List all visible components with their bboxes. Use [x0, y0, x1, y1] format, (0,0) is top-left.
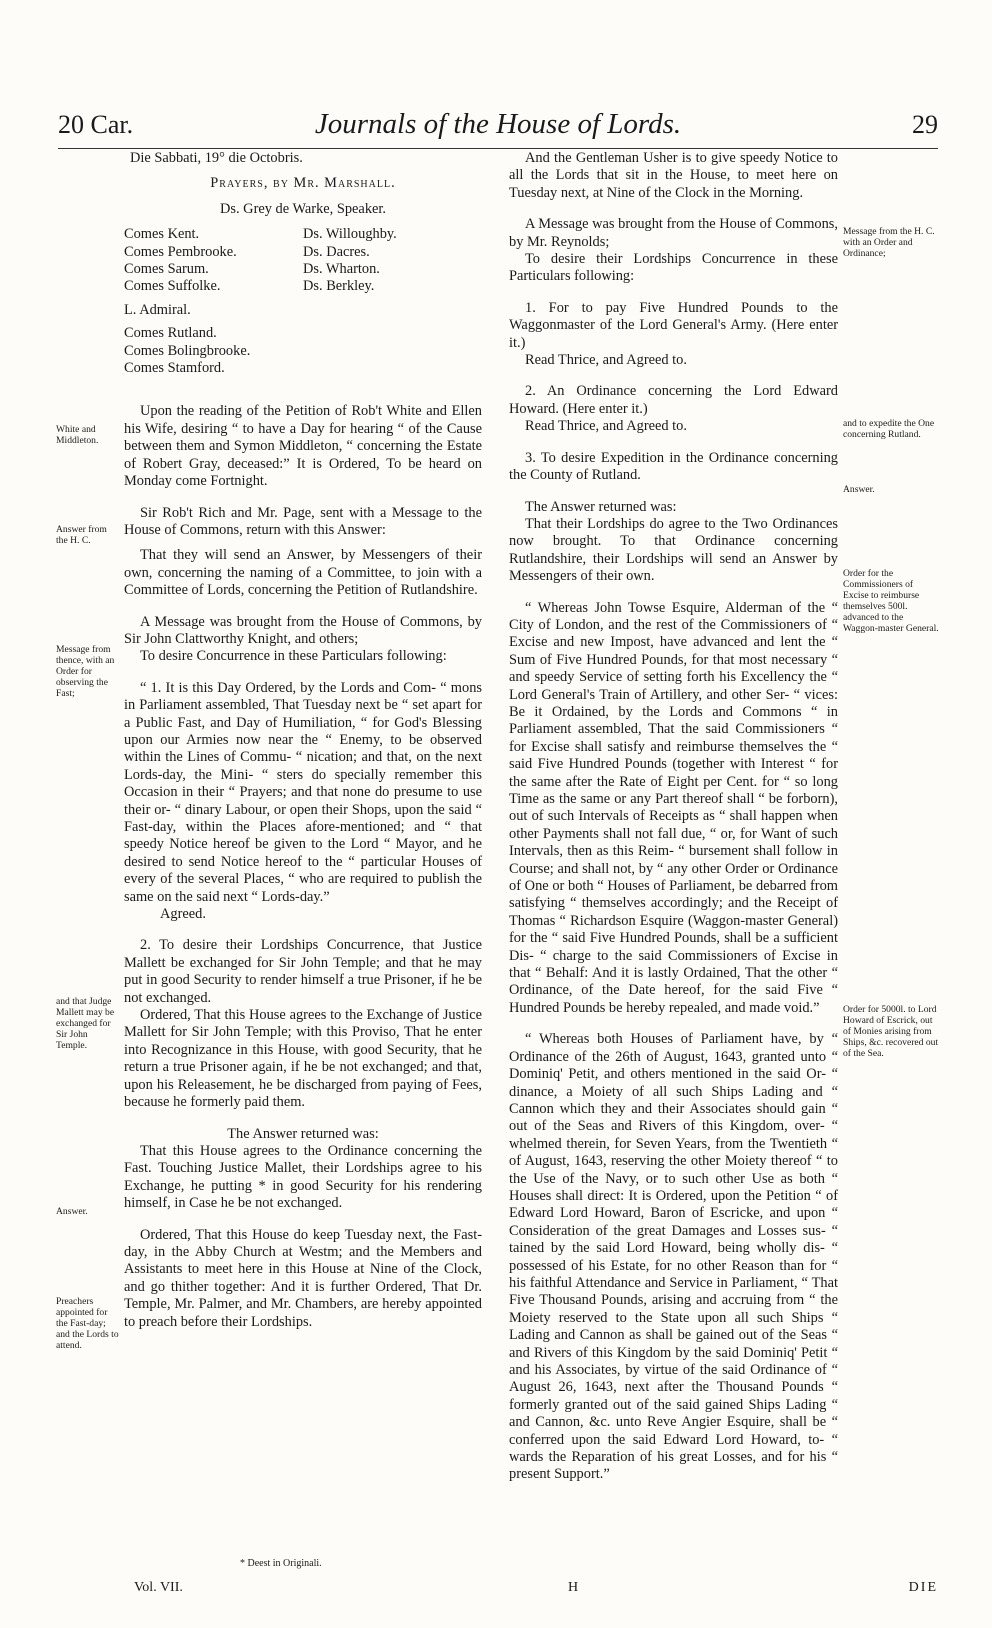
side-note-message-hc: Message from the H. C. with an Order and Ordinance; [843, 226, 935, 259]
attendance-barons [303, 226, 482, 377]
header-rule [58, 148, 938, 149]
attendee: Ds. Dacres. [303, 243, 370, 260]
right-column [509, 150, 838, 1484]
attendee: Comes Rutland. [124, 325, 217, 342]
paragraph-message-reynolds: A Message was brought from the House of Commons, by Mr. Reynolds; [509, 216, 838, 250]
attendance-list [124, 226, 482, 377]
answer-returned-heading: The Answer returned was: [227, 1125, 379, 1142]
paragraph-ordered-mallett: Ordered, That this House agrees to the Exchange of Justice Mallett for Sir John Temple; with this Proviso, That he enter into Recognizance in this House, with good Security, that he return a true Prisoner again, if he be not exchanged; and that, upon his Releasement, he be discharged from paying of Fees, because he formerly paid them. [124, 1007, 482, 1111]
paragraph-message-commons: A Message was brought from the House of Commons, by Sir John Clattworthy Knight, and others; [124, 613, 482, 647]
session-date: Die Sabbati, 19° die Octobris. [130, 150, 303, 166]
side-note-answer-right: Answer. [843, 484, 875, 495]
side-note-white: White and Middleton. [56, 424, 99, 446]
attendee: Comes Sarum. [124, 261, 209, 278]
paragraph-mallett-exchange: 2. To desire their Lordships Concurrence, that Justice Mallett be exchanged for Sir John Temple; and that he may put in good Security to render himself a true Prisoner, if he be not exchanged. [124, 937, 482, 1006]
attendee: L. Admiral. [124, 301, 191, 318]
header-title: Journals of the House of Lords. [314, 108, 682, 140]
paragraph-answer-fast: That this House agrees to the Ordinance concerning the Fast. Touching Justice Mallet, their Lordships agree to his Exchange, he putting * in good Security for his rendering himself, in Case he be not exchanged. [124, 1142, 482, 1212]
read-agreed-1: Read Thrice, and Agreed to. [525, 352, 687, 369]
volume-label: Vol. VII. [134, 1580, 183, 1595]
attendee: Comes Bolingbrooke. [124, 342, 251, 359]
paragraph-lordships-answer: That their Lordships do agree to the Two Ordinances now brought. To that Ordinance concerning Rutlandshire, their Lordships will send an Answer by Messengers of their own. [509, 515, 838, 585]
ordinance-towse: “ Whereas John Towse Esquire, Alderman of the “ City of London, and the rest of the Commissioners of “ Excise and new Impost, have advanced and lent the “ Sum of Five Hundred Pounds, for that most necessary “ and speedy Service of setting forth his Excellency the “ Lord General's Train of Artillery, and other Ser- “ vices: Be it Ordained, by the Lords and Commons “ in Parliament assembled, That the said Commissioners “ for Excise shall satisfy and reimburse themselves the “ said Five Hundred Pounds (together with Interest “ for the same after the Rate of Eight per Cent. for “ so long Time as the same or any Part thereof shall “ be forborn), out of such Intervals of Receipts as “ shall happen when other Payments shall not fall due, “ or, for Want of such Intervals, then as this Reim- “ bursement shall follow in Course; and shall not, by “ any other Order or Ordinance of One or both “ Houses of Parliament, be debarred from satisfying “ themselves accordingly; and the Receipt of Thomas “ Richardson Esquire (Waggon-master General) for the “ said Five Hundred Pounds, shall be a sufficient Dis- “ charge to the said Commissioners of Excise in that “ Behalf: And it is lastly Ordained, That the other “ Ordinance, of the Date hereof, for the said Five “ Hundred Pounds be hereby repealed, and made void.” [509, 599, 838, 1016]
side-note-message-fast: Message from thence, with an Order for observing the Fast; [56, 644, 115, 699]
read-agreed-2: Read Thrice, and Agreed to. [525, 418, 687, 435]
item-howard: 2. An Ordinance concerning the Lord Edward Howard. (Here enter it.) [509, 383, 838, 417]
attendee: Comes Suffolke. [124, 278, 221, 295]
left-column [124, 150, 482, 1331]
side-note-preachers: Preachers appointed for the Fast-day; and the Lords to attend. [56, 1296, 119, 1351]
paragraph-desire-particulars: To desire their Lordships Concurrence in these Particulars following: [509, 251, 838, 285]
attendee: Comes Stamford. [124, 360, 225, 377]
speaker-line: Ds. Grey de Warke, Speaker. [219, 200, 386, 217]
side-note-howard: Order for 5000l. to Lord Howard of Escrick, out of Monies arising from Ships, &c. recovered out of the Sea. [843, 1004, 939, 1059]
item-waggonmaster: 1. For to pay Five Hundred Pounds to the Waggonmaster of the Lord General's Army. (Here enter it.) [509, 299, 838, 351]
side-note-expedite: and to expedite the One concerning Rutland. [843, 418, 935, 440]
side-note-mallett: and that Judge Mallett may be exchanged for Sir John Temple. [56, 996, 115, 1051]
agreed-line: Agreed. [160, 906, 206, 923]
paragraph-ordered-tuesday: Ordered, That this House do keep Tuesday next, the Fast-day, in the Abby Church at Westm; and the Members and Assistants to meet here in this House at Nine of the Clock, and go thither together: And it is further Ordered, That Dr. Temple, Mr. Palmer, and Mr. Chambers, are hereby appointed to preach before their Lordships. [124, 1226, 482, 1330]
catchword: DIE [908, 1580, 938, 1595]
side-note-answer: Answer. [56, 1206, 88, 1217]
footnote: * Deest in Originali. [240, 1558, 322, 1569]
page-number: 29 [912, 110, 938, 139]
page-footer [58, 1580, 938, 1602]
side-note-towse: Order for the Commissioners of Excise to reimburse themselves 500l. advanced to the Waggon-master General. [843, 568, 939, 634]
attendee: Ds. Berkley. [303, 278, 375, 295]
prayers-line: Prayers, by Mr. Marshall. [210, 175, 396, 192]
attendee: Ds. Willoughby. [303, 226, 397, 243]
page-header [58, 108, 938, 148]
paragraph-desire-concurrence: To desire Concurrence in these Particulars following: [140, 648, 447, 665]
answer-returned-heading-2: The Answer returned was: [525, 498, 677, 515]
paragraph-commons-answer: That they will send an Answer, by Messengers of their own, concerning the naming of a Committee, to join with a Committee of Lords, concerning the Petition of Rutlandshire. [124, 547, 482, 599]
paragraph-white-petition: Upon the reading of the Petition of Rob't White and Ellen his Wife, desiring “ to have a Day for hearing “ of the Cause between them and Symon Middleton, “ concerning the Estate of Robert Gray, deceased:” It is Ordered, To be heard on Monday come Fortnight. [124, 403, 482, 490]
attendee: Comes Pembrooke. [124, 243, 237, 260]
paragraph-usher: And the Gentleman Usher is to give speedy Notice to all the Lords that sit in the House, to meet here on Tuesday next, at Nine of the Clock in the Morning. [509, 150, 838, 201]
signature-mark: H [568, 1580, 579, 1595]
paragraph-fast-order: “ 1. It is this Day Ordered, by the Lords and Com- “ mons in Parliament assembled, That Tuesday next be “ set apart for a Public Fast, and Day of Humiliation, “ for God's Blessing upon our Armies now near the “ Enemy, to be observed within the Lines of Commu- “ nication; and that, on the next Lords-day, the Mini- “ sters do specially remember this Occasion in their “ Prayers; and that none do presume to use their or- “ dinary Labour, or open their Shops, upon the said “ Fast-day, within the Places afore-mentioned; and “ that speedy Notice hereof be given to the Lord “ Mayor, and he desired to send Notice hereof to the “ particular Houses of every of the several Places, “ who are required to publish the same on the said next “ Lords-day.” [124, 679, 482, 905]
attendee: Ds. Wharton. [303, 261, 380, 278]
paragraph-rich-message: Sir Rob't Rich and Mr. Page, sent with a Message to the House of Commons, return with this Answer: [124, 504, 482, 538]
attendance-earls [124, 226, 303, 377]
item-rutland: 3. To desire Expedition in the Ordinance concerning the County of Rutland. [509, 449, 838, 484]
attendee: Comes Kent. [124, 226, 200, 243]
ordinance-howard: “ Whereas both Houses of Parliament have, by “ Ordinance of the 26th of August, 1643, granted unto “ Dominiq' Petit, and others mentioned in the said Or- “ dinance, a Moiety of all such Ships Lading and “ Cannon which they and their Associates should gain “ out of the Seas and Rivers of this Kingdom, over- “ whelmed therein, for Seven Years, from the Twentieth “ of August, 1643, reserving the other Moiety thereof “ to the Use of the Navy, or to such other Use as both “ Houses shall direct: It is Ordered, upon the Petition “ of Edward Lord Howard, Baron of Escricke, and upon “ Consideration of the great Damages and Losses sus- “ tained by the said Lord Howard, being wholly dis- “ possessed of his Estate, for no other Reason than for “ his faithful Attendance and Service in Parliament, “ That Five Thousand Pounds, arising and accruing from “ the Moiety reserved to the State upon all such Ships “ Lading and Cannon as shall be gained out of the Seas “ and Rivers of this Kingdom by the said Dominiq' Petit “ and his Associates, by virtue of the said Ordinance of “ August 26, 1643, next after the Thousand Pounds “ formerly granted out of the said gained Ships Lading “ and Cannon, &c. unto Reve Angier Esquire, shall be “ conferred upon the said Edward Lord Howard, to- “ wards the Reparation of his great Losses, and for his “ present Support.” [509, 1031, 838, 1483]
side-note-answer-hc: Answer from the H. C. [56, 524, 107, 546]
header-regnal-year: 20 Car. [58, 110, 134, 139]
